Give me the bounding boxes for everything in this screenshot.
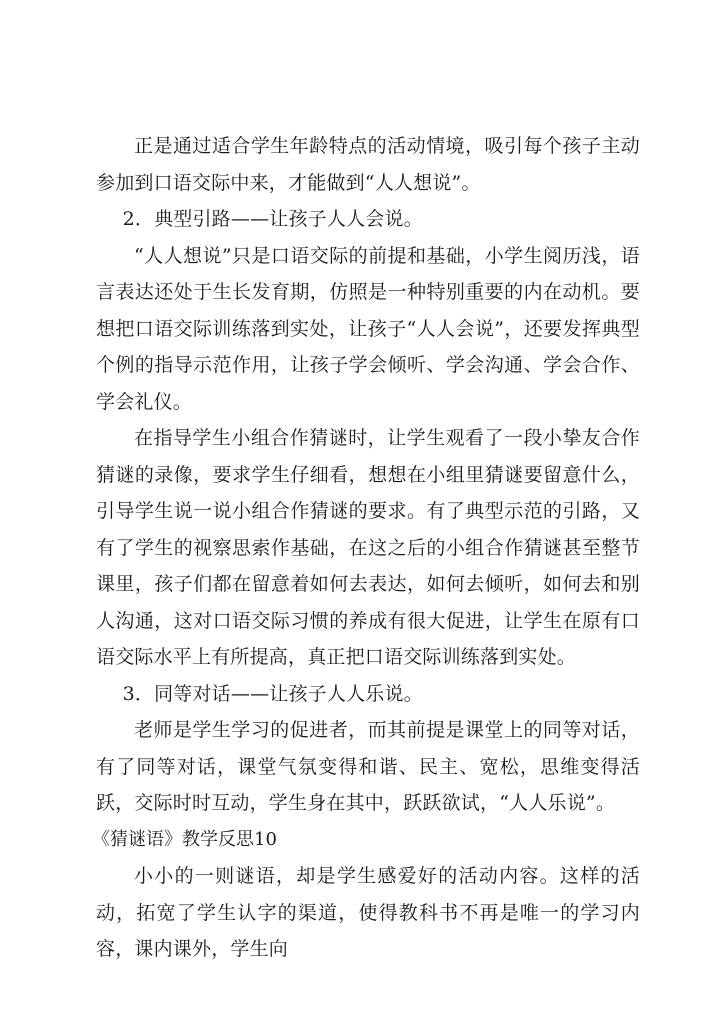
section-heading-3: 3．同等对话——让孩子人人乐说。: [122, 682, 423, 705]
document-title: 《猜谜语》教学反思10: [92, 828, 277, 850]
paragraph-riddle-reflection: 小小的一则谜语，却是学生感爱好的活动内容。这样的活动，拓宽了学生认字的渠道，使得教科书不再是唯一的学习内容，课内课外，学生向: [96, 865, 640, 960]
paragraph-group-riddle: 在指导学生小组合作猜谜时，让学生观看了一段小挚友合作猜谜的录像，要求学生仔细看，想想在小组里猜谜要留意什么，引导学生说一说小组合作猜谜的要求。有了典型示范的引路，又有了学生的视察思索作基础，在这之后的小组合作猜谜甚至整节课里，孩子们都在留意着如何去表达，如何去倾听，如何去和别人沟通，这对口语交际习惯的养成有很大促进，让学生在原有口语交际水平上有所提高，真正把口语交际训练落到实处。: [96, 427, 640, 668]
paragraph-equal-dialogue: 老师是学生学习的促进者，而其前提是课堂上的同等对话，有了同等对话，课堂气氛变得和谐、民主、宽松，思维变得活跃，交际时时互动，学生身在其中，跃跃欲试，“人人乐说”。: [96, 719, 640, 814]
paragraph-activity-context: 正是通过适合学生年龄特点的活动情境，吸引每个孩子主动参加到口语交际中来，才能做到“人人想说”。: [96, 135, 640, 194]
section-heading-2: 2．典型引路——让孩子人人会说。: [122, 208, 423, 230]
document-body: [92, 128, 640, 968]
paragraph-want-to-speak: “人人想说”只是口语交际的前提和基础，小学生阅历浅，语言表达还处于生长发育期，仿照是一种特别重要的内在动机。要想把口语交际训练落到实处，让孩子“人人会说”，还要发挥典型个例的指导示范作用，让孩子学会倾听、学会沟通、学会合作、学会礼仪。: [96, 244, 640, 413]
